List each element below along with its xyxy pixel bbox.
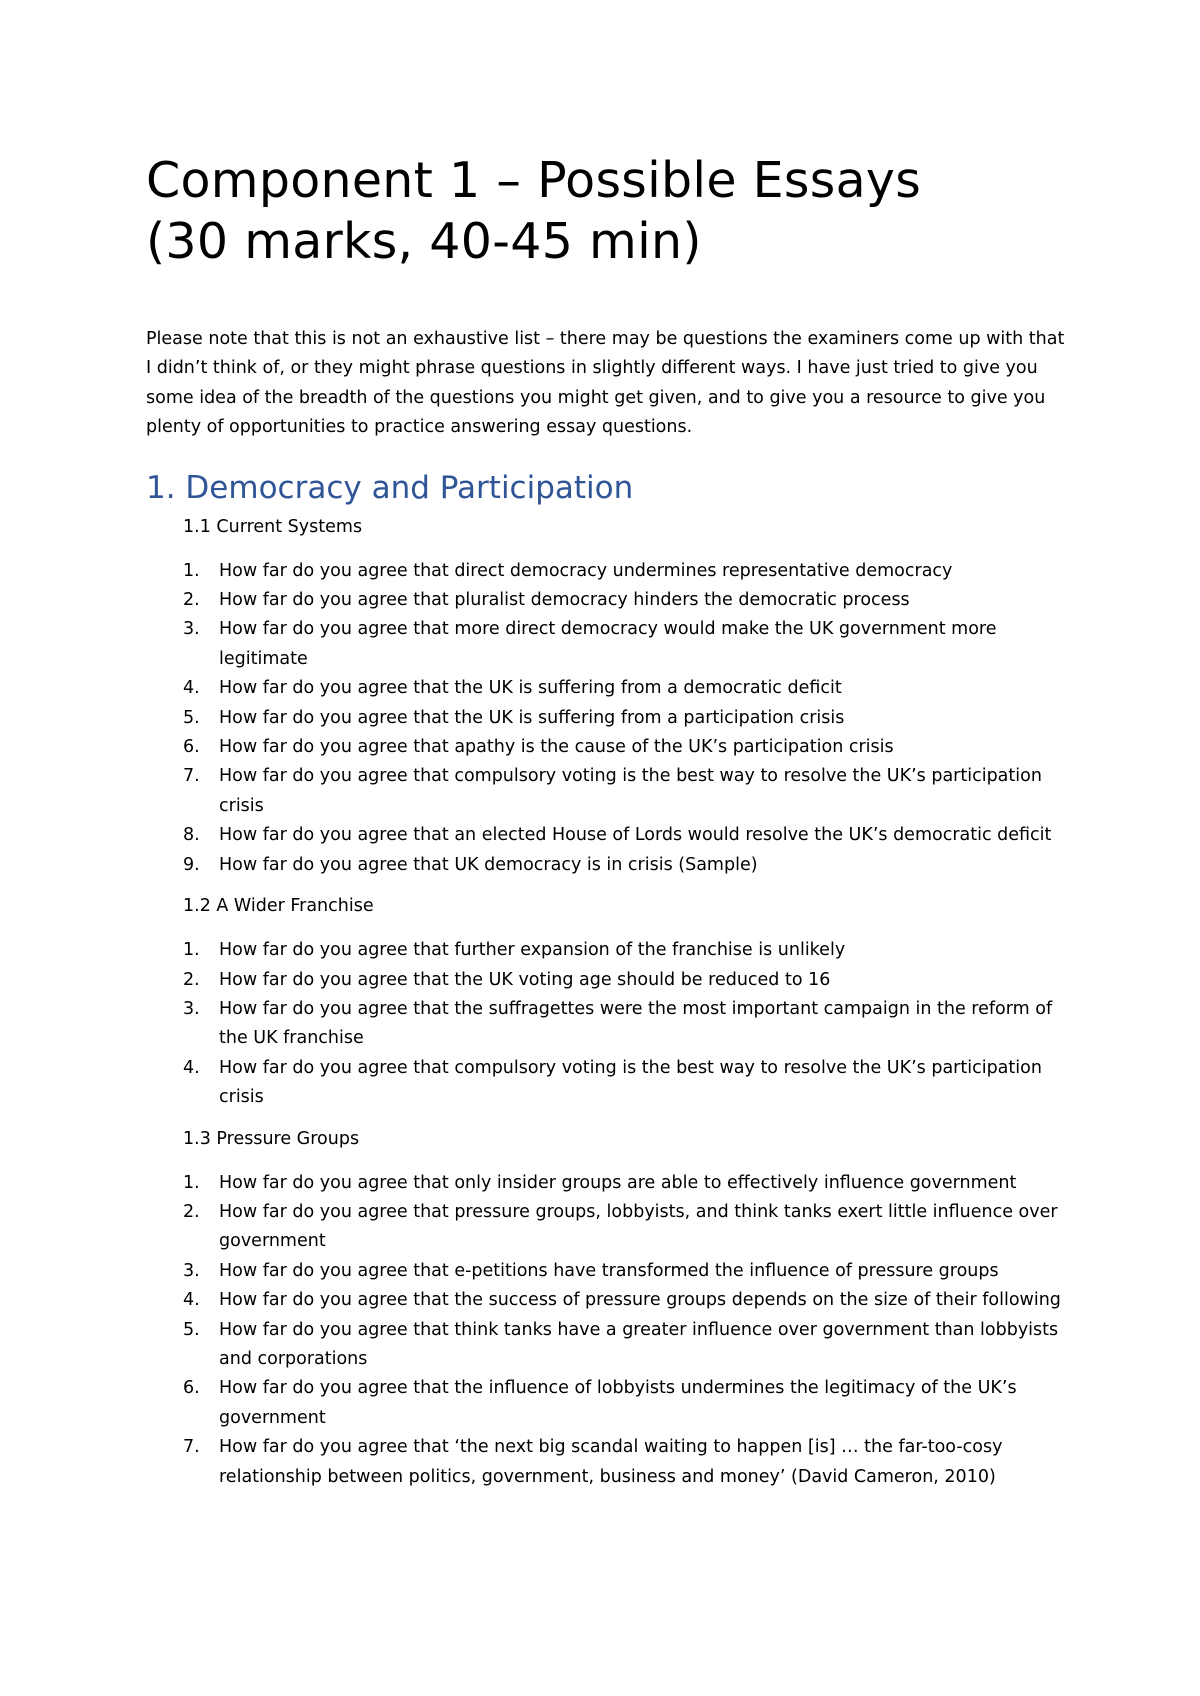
question-text: How far do you agree that compulsory voting is the best way to resolve the UK’s participation crisis (219, 1057, 1042, 1108)
question-text: How far do you agree that the UK is suffering from a democratic deficit (219, 678, 842, 699)
question-number: 4. (183, 1290, 200, 1311)
question-item (146, 615, 1066, 674)
question-text: How far do you agree that the suffragettes were the most important campaign in the reform of the UK franchise (219, 998, 1053, 1049)
question-text: How far do you agree that apathy is the cause of the UK’s participation crisis (219, 737, 894, 758)
question-text: How far do you agree that further expansion of the franchise is unlikely (219, 940, 846, 961)
document-title (146, 150, 1066, 272)
question-list (146, 557, 1066, 880)
question-item (146, 1316, 1066, 1375)
subsection-title: 1.1 Current Systems (183, 516, 363, 537)
question-list (146, 1169, 1066, 1492)
question-number: 1. (183, 1172, 200, 1193)
question-text: How far do you agree that the success of pressure groups depends on the size of their following (219, 1290, 1061, 1311)
question-item (146, 704, 1066, 733)
question-text: How far do you agree that e-petitions have transformed the influence of pressure groups (219, 1260, 999, 1281)
question-number: 7. (183, 1437, 200, 1458)
question-number: 6. (183, 1378, 200, 1399)
question-number: 2. (183, 590, 200, 611)
subsections-container (146, 515, 1066, 1492)
question-item (146, 1374, 1066, 1433)
question-number: 7. (183, 766, 200, 787)
question-item (146, 966, 1066, 995)
question-number: 2. (183, 969, 200, 990)
question-item (146, 1198, 1066, 1257)
question-number: 4. (183, 678, 200, 699)
document-title-line-1: Component 1 – Possible Essays (146, 152, 922, 209)
question-item (146, 557, 1066, 586)
question-text: How far do you agree that compulsory voting is the best way to resolve the UK’s participation crisis (219, 766, 1042, 816)
section-heading: 1. Democracy and Participation (146, 469, 634, 506)
question-number: 8. (183, 825, 200, 846)
question-item (146, 733, 1066, 762)
question-text: How far do you agree that pressure groups, lobbyists, and think tanks exert little influence over government (219, 1201, 1058, 1252)
question-item (146, 936, 1066, 965)
question-text: How far do you agree that think tanks have a greater influence over government than lobbyists and corporations (219, 1319, 1059, 1369)
question-text: How far do you agree that more direct democracy would make the UK government more legitimate (219, 619, 997, 669)
question-number: 5. (183, 707, 200, 728)
question-item (146, 851, 1066, 880)
question-item (146, 1169, 1066, 1198)
question-item (146, 762, 1066, 821)
question-item (146, 674, 1066, 703)
subsection-title: 1.3 Pressure Groups (183, 1128, 360, 1149)
question-number: 3. (183, 998, 200, 1019)
question-item (146, 1433, 1066, 1492)
question-text: How far do you agree that the UK is suffering from a participation crisis (219, 707, 845, 728)
question-text: How far do you agree that direct democracy undermines representative democracy (219, 560, 953, 581)
question-number: 3. (183, 1260, 200, 1281)
question-number: 6. (183, 737, 200, 758)
question-number: 1. (183, 560, 200, 581)
question-text: How far do you agree that pluralist democracy hinders the democratic process (219, 590, 910, 611)
question-number: 1. (183, 940, 200, 961)
question-item (146, 1286, 1066, 1315)
document-page (146, 150, 1066, 1492)
question-item (146, 586, 1066, 615)
question-text: How far do you agree that an elected House of Lords would resolve the UK’s democratic deficit (219, 825, 1052, 846)
question-list (146, 936, 1066, 1112)
question-item (146, 821, 1066, 850)
question-number: 5. (183, 1319, 200, 1340)
question-text: How far do you agree that only insider groups are able to effectively influence government (219, 1172, 1017, 1193)
intro-paragraph: Please note that this is not an exhaustive list – there may be questions the examiners come up with that I didn’t think of, or they might phrase questions in slightly different ways. I have just tried to give you some idea of the breadth of the questions you might get given, and to give you a resource to give you plenty of opportunities to practice answering essay questions. (146, 329, 1065, 438)
question-text: How far do you agree that the influence of lobbyists undermines the legitimacy of the UK’s government (219, 1378, 1017, 1428)
question-text: How far do you agree that the UK voting age should be reduced to 16 (219, 969, 831, 990)
question-text: How far do you agree that UK democracy is in crisis (Sample) (219, 854, 758, 875)
document-title-line-2: (30 marks, 40-45 min) (146, 213, 702, 270)
question-number: 9. (183, 854, 200, 875)
question-number: 4. (183, 1057, 200, 1078)
question-text: How far do you agree that ‘the next big scandal waiting to happen [is] … the far-too-cosy relationship between politics, government, business and money’ (David Cameron, 2010) (219, 1437, 1003, 1487)
question-number: 2. (183, 1201, 200, 1222)
question-item (146, 995, 1066, 1054)
subsection-title: 1.2 A Wider Franchise (183, 896, 374, 917)
question-item (146, 1054, 1066, 1113)
question-item (146, 1257, 1066, 1286)
question-number: 3. (183, 619, 200, 640)
